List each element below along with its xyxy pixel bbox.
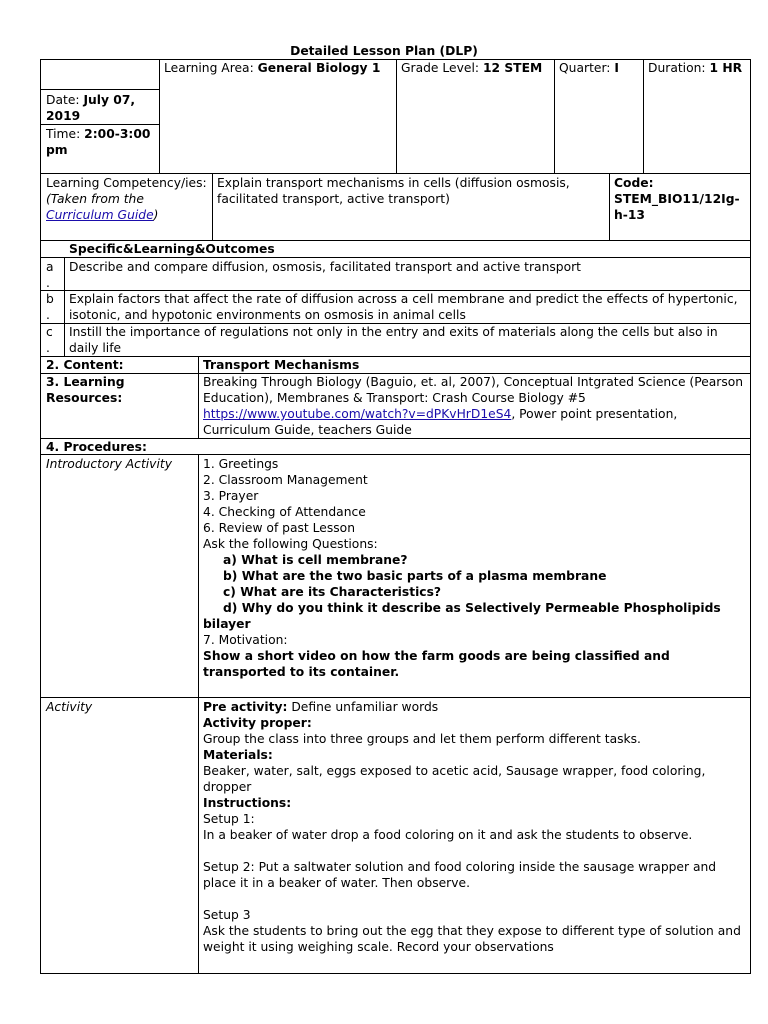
step-prayer: 3. Prayer bbox=[203, 489, 259, 503]
learning-area-cell bbox=[160, 60, 396, 76]
instructions-label: Instructions: bbox=[203, 796, 292, 810]
outcome-a: Describe and compare diffusion, osmosis, facilitated transport and active transport bbox=[69, 260, 581, 274]
procedures-label: 4. Procedures: bbox=[46, 440, 147, 454]
question-a: a) What is cell membrane? bbox=[223, 553, 408, 567]
grade-level-cell bbox=[397, 60, 554, 76]
setup3-text: Ask the students to bring out the egg that they expose to different type of solution and weight it using weighing scale. Record your observations bbox=[203, 924, 741, 954]
youtube-link[interactable]: https://www.youtube.com/watch?v=dPKvHrD1eS4 bbox=[203, 407, 512, 421]
activity-proper-label: Activity proper: bbox=[203, 716, 312, 730]
competency-label-cell: Learning Competency/ies: (Taken from the Curriculum Guide) bbox=[46, 176, 207, 222]
grade-level-value: 12 STEM bbox=[482, 61, 543, 75]
materials-label: Materials: bbox=[203, 748, 273, 762]
step-questions-intro: Ask the following Questions: bbox=[203, 537, 378, 551]
step-classroom-management: 2. Classroom Management bbox=[203, 473, 368, 487]
document-title: Detailed Lesson Plan (DLP) bbox=[290, 44, 478, 58]
outcome-c: Instill the importance of regulations not only in the entry and exits of materials along the cells but also in daily life bbox=[69, 325, 718, 355]
time-value: 2:00-3:00 pm bbox=[46, 127, 151, 157]
outcome-letter-b: b . bbox=[46, 292, 54, 322]
duration-value: 1 HR bbox=[709, 61, 743, 75]
activity-content bbox=[199, 699, 749, 955]
time-label: Time: bbox=[46, 127, 81, 141]
lesson-plan-table bbox=[40, 59, 751, 974]
question-c: c) What are its Characteristics? bbox=[223, 585, 442, 599]
setup3-label: Setup 3 bbox=[203, 908, 251, 922]
setup1-text: In a beaker of water drop a food coloring on it and ask the students to observe. bbox=[203, 828, 693, 842]
outcomes-heading: Specific&Learning&Outcomes bbox=[69, 242, 275, 256]
learning-area-value: General Biology 1 bbox=[257, 61, 381, 75]
activity-label: Activity bbox=[46, 700, 93, 714]
introductory-activity-label: Introductory Activity bbox=[46, 457, 172, 471]
quarter-label: Quarter: bbox=[559, 61, 611, 75]
quarter-value: I bbox=[614, 61, 619, 75]
duration-label: Duration: bbox=[648, 61, 706, 75]
introductory-activity-content bbox=[199, 456, 749, 680]
code-cell bbox=[610, 175, 750, 223]
activity-proper-text: Group the class into three groups and let them perform different tasks. bbox=[203, 732, 641, 746]
step-review: 6. Review of past Lesson bbox=[203, 521, 355, 535]
outcome-b: Explain factors that affect the rate of diffusion across a cell membrane and predict the effects of hypertonic, isotonic, and hypotonic environments on osmosis in animal cells bbox=[69, 292, 738, 322]
outcome-letter-a: a . bbox=[46, 260, 54, 290]
question-d: d) Why do you think it describe as Selectively Permeable Phospholipids bilayer bbox=[203, 601, 721, 631]
resources-label: 3. Learning Resources: bbox=[46, 375, 125, 405]
time-cell bbox=[42, 126, 159, 158]
code-value: STEM_BIO11/12Ig-h-13 bbox=[614, 192, 740, 222]
pre-activity-label: Pre activity: bbox=[203, 700, 288, 714]
pre-activity-text: Define unfamiliar words bbox=[287, 700, 439, 714]
grade-level-label: Grade Level: bbox=[401, 61, 480, 75]
competency-text: Explain transport mechanisms in cells (diffusion osmosis, facilitated transport, active transport) bbox=[217, 176, 570, 206]
competency-label: Learning Competency/ies: bbox=[46, 176, 207, 190]
outcome-letter-c: c . bbox=[46, 325, 53, 355]
materials-text: Beaker, water, salt, eggs exposed to acetic acid, Sausage wrapper, food coloring, dropper bbox=[203, 764, 706, 794]
competency-note: (Taken from the bbox=[46, 192, 144, 206]
quarter-cell bbox=[555, 60, 643, 76]
step-greetings: 1. Greetings bbox=[203, 457, 279, 471]
motivation-label: 7. Motivation: bbox=[203, 633, 288, 647]
date-label: Date: bbox=[46, 93, 80, 107]
question-b: b) What are the two basic parts of a plasma membrane bbox=[223, 569, 607, 583]
setup2-text: Setup 2: Put a saltwater solution and food coloring inside the sausage wrapper and place it in a beaker of water. Then observe. bbox=[203, 860, 717, 890]
learning-area-label: Learning Area: bbox=[164, 61, 254, 75]
resources-text: Breaking Through Biology (Baguio, et. al, 2007), Conceptual Intgrated Science (Pearson Education), Membranes & Transport: Crash Course Biology #5 https://www.youtube.com/watch?v=dPKvHrD1eS4, Power point presentation, Curriculum Guide, teachers Guide bbox=[203, 375, 744, 437]
step-attendance: 4. Checking of Attendance bbox=[203, 505, 366, 519]
code-label: Code: bbox=[614, 176, 654, 190]
content-value: Transport Mechanisms bbox=[203, 358, 360, 372]
date-cell bbox=[42, 92, 159, 124]
content-label: 2. Content: bbox=[46, 358, 124, 372]
setup1-label: Setup 1: bbox=[203, 812, 255, 826]
motivation-text: Show a short video on how the farm goods are being classified and transported to its container. bbox=[203, 649, 670, 679]
date-value: July 07, 2019 bbox=[46, 93, 136, 123]
duration-cell bbox=[644, 60, 750, 76]
curriculum-guide-link[interactable]: Curriculum Guide bbox=[46, 208, 154, 222]
